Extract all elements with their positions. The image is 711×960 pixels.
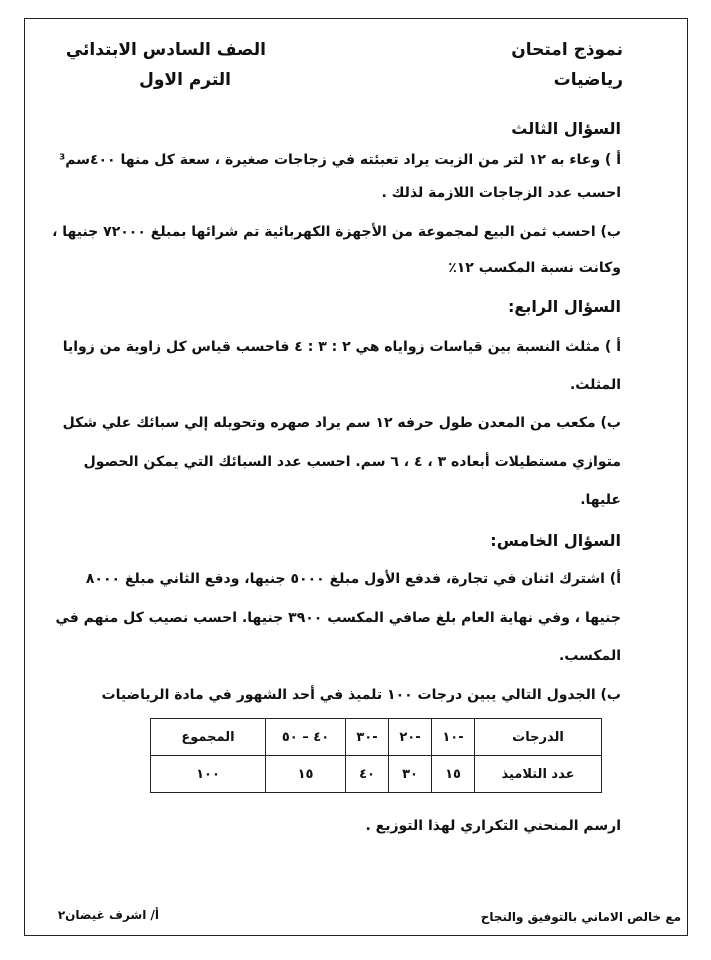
q3-b-line-1: ب) احسب ثمن البيع لمجموعة من الأجهزة الكهربائية تم شرائها بمبلغ ٧٢٠٠٠ جنيها ،: [52, 224, 621, 240]
table-cell: ١٠٠: [151, 756, 266, 793]
q5-instruction: ارسم المنحني التكراري لهذا التوزيع .: [365, 818, 621, 834]
q4-b-line-1: ب) مكعب من المعدن طول حرفه ١٢ سم يراد صهره وتحويله إلي سبائك علي شكل: [62, 415, 621, 431]
q4-b-line-3: عليها.: [580, 492, 621, 508]
footer-wishes: مع خالص الاماني بالتوفيق والنجاح: [480, 910, 681, 924]
grades-table: [150, 718, 602, 793]
table-cell: الدرجات: [475, 719, 602, 756]
q5-a-line-1: أ) اشترك اثنان في تجارة، فدفع الأول مبلغ ٥٠٠٠ جنيها، ودفع الثاني مبلغ ٨٠٠٠: [85, 571, 621, 587]
table-row: [151, 756, 602, 793]
q4-a-line-2: المثلث.: [569, 377, 621, 393]
table-cell: ٣٠: [389, 756, 432, 793]
q3-a-line-2: احسب عدد الزجاجات اللازمة لذلك .: [381, 185, 621, 201]
q5-b-line-1: ب) الجدول التالي يبين درجات ١٠٠ تلميذ في أحد الشهور في مادة الرياضيات: [101, 687, 621, 703]
term-label: الترم الاول: [139, 70, 231, 90]
exam-title: نموذج امتحان: [511, 40, 623, 60]
q4-a-line-1: أ ) مثلث النسبة بين قياسات زواياه هي ٢ : ٣ : ٤ فاحسب قياس كل زاوية من زوايا: [62, 339, 621, 355]
subject-label: رياضيات: [553, 70, 623, 90]
table-cell: -٣٠: [346, 719, 389, 756]
table-cell: ١٥: [432, 756, 475, 793]
table-cell: ٤٠: [346, 756, 389, 793]
footer-teacher: أ/ اشرف غيضان٢: [57, 908, 159, 922]
question-3-title: السؤال الثالث: [511, 119, 621, 138]
q5-a-line-2: جنيها ، وفي نهاية العام بلغ صافي المكسب ٣٩٠٠ جنيها. احسب نصيب كل منهم في: [55, 610, 621, 626]
q3-a-line-1: أ ) وعاء به ١٢ لتر من الزيت يراد تعبئته في زجاجات صغيرة ، سعة كل منها ٤٠٠سم³: [59, 152, 621, 168]
table-cell: -٢٠: [389, 719, 432, 756]
q4-b-line-2: متوازي مستطيلات أبعاده ٣ ، ٤ ، ٦ سم. احسب عدد السبائك التي يمكن الحصول: [83, 454, 621, 470]
q5-a-line-3: المكسب.: [559, 648, 621, 664]
question-5-title: السؤال الخامس:: [490, 531, 621, 550]
question-4-title: السؤال الرابع:: [507, 297, 621, 316]
table-header-row: [151, 719, 602, 756]
table-cell: المجموع: [151, 719, 266, 756]
table-cell: -١٠: [432, 719, 475, 756]
grade-label: الصف السادس الابتدائي: [65, 40, 266, 60]
table-cell: عدد التلاميذ: [475, 756, 602, 793]
table-cell: ٤٠ – ٥٠: [266, 719, 346, 756]
table-cell: ١٥: [266, 756, 346, 793]
q3-b-line-2: وكانت نسبة المكسب ١٢٪: [448, 260, 621, 276]
